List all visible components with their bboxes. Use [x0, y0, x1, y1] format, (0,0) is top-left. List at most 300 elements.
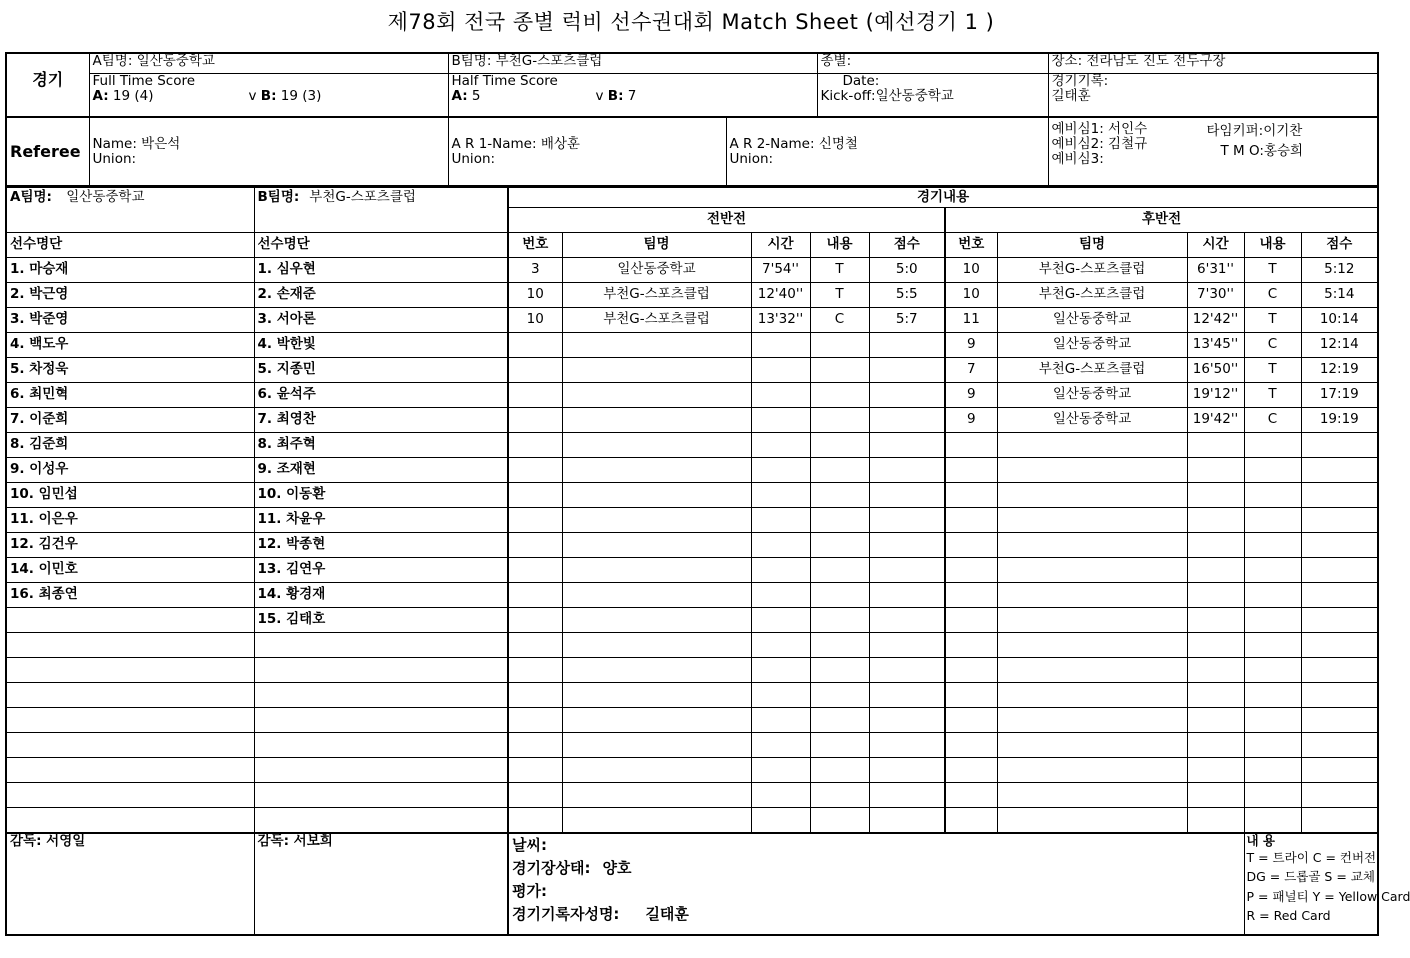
- first-half-cell: [869, 632, 945, 657]
- first-half-cell: [869, 557, 945, 582]
- table-row: [6, 582, 1378, 607]
- second-half-cell: [997, 532, 1187, 557]
- ft-v: v: [248, 87, 257, 104]
- first-half-header: 전반전: [508, 207, 945, 232]
- second-half-cell: 7: [945, 357, 997, 382]
- second-half-cell: [945, 657, 997, 682]
- second-half-cell: [1244, 507, 1301, 532]
- match-label: 경기: [6, 53, 89, 116]
- second-half-cell: [1301, 582, 1378, 607]
- legend-item: T = 트라이 C = 컨버전: [1246, 849, 1377, 865]
- first-half-col-header: 내용: [810, 232, 869, 257]
- writer-label: 경기기록자성명:: [512, 904, 620, 923]
- first-half-cell: [810, 357, 869, 382]
- first-half-cell: [869, 357, 945, 382]
- second-half-cell: [1187, 657, 1244, 682]
- first-half-cell: [751, 332, 810, 357]
- ar1: [448, 118, 726, 186]
- second-half-cell: 10:14: [1301, 307, 1378, 332]
- first-half-cell: [810, 582, 869, 607]
- a-player: [6, 732, 254, 757]
- writer: [512, 903, 1241, 926]
- second-half-cell: [997, 682, 1187, 707]
- ht-a-value: 5: [471, 87, 481, 104]
- first-half-cell: 부천G-스포츠클럽: [562, 282, 751, 307]
- second-half-cell: [945, 507, 997, 532]
- second-half-cell: [1187, 732, 1244, 757]
- first-half-cell: [751, 357, 810, 382]
- a-player: 2. 박근영: [6, 282, 254, 307]
- first-half-cell: [810, 407, 869, 432]
- a-player: [6, 757, 254, 782]
- first-half-cell: [508, 332, 562, 357]
- first-half-cell: [810, 507, 869, 532]
- second-half-cell: [997, 432, 1187, 457]
- first-half-cell: [810, 482, 869, 507]
- first-half-cell: [869, 657, 945, 682]
- first-half-cell: [751, 732, 810, 757]
- first-half-cell: [751, 407, 810, 432]
- referee-union: Union:: [92, 150, 137, 167]
- second-half-cell: 10: [945, 257, 997, 282]
- second-half-cell: [1244, 457, 1301, 482]
- first-half-cell: 12'40'': [751, 282, 810, 307]
- second-half-cell: 일산동중학교: [997, 307, 1187, 332]
- ft-a-label: A:: [92, 87, 109, 104]
- first-half-cell: [869, 532, 945, 557]
- first-half-cell: [562, 782, 751, 807]
- first-half-cell: [508, 707, 562, 732]
- first-half-cell: [508, 382, 562, 407]
- a-team-label: A팀명:: [10, 189, 52, 205]
- table-row: [6, 307, 1378, 332]
- first-half-cell: [508, 582, 562, 607]
- ar2-name: A R 2-Name: 신명철: [729, 135, 858, 152]
- b-player: [254, 757, 508, 782]
- first-half-cell: [869, 482, 945, 507]
- half-time-label: Half Time Score: [451, 72, 558, 89]
- first-half-cell: [508, 557, 562, 582]
- a-player: 3. 박준영: [6, 307, 254, 332]
- first-half-cell: [810, 607, 869, 632]
- table-row: [6, 382, 1378, 407]
- second-half-cell: [945, 707, 997, 732]
- second-half-cell: [1244, 557, 1301, 582]
- second-half-cell: 12:14: [1301, 332, 1378, 357]
- second-half-cell: 일산동중학교: [997, 382, 1187, 407]
- first-half-cell: [810, 707, 869, 732]
- table-row: [6, 407, 1378, 432]
- second-half-cell: [1244, 532, 1301, 557]
- first-half-cell: [751, 432, 810, 457]
- second-half-cell: [1187, 557, 1244, 582]
- table-row: [6, 707, 1378, 732]
- first-half-cell: [751, 582, 810, 607]
- field-condition: [512, 857, 1241, 880]
- second-half-cell: T: [1244, 357, 1301, 382]
- first-half-cell: [869, 382, 945, 407]
- first-half-cell: [810, 732, 869, 757]
- venue: 장소: 전라남도 진도 전두구장: [1048, 53, 1378, 73]
- table-row: [6, 732, 1378, 757]
- table-row: [6, 507, 1378, 532]
- first-half-cell: [869, 432, 945, 457]
- second-half-cell: [1244, 482, 1301, 507]
- second-half-cell: [1301, 807, 1378, 833]
- second-half-cell: 19'12'': [1187, 382, 1244, 407]
- first-half-cell: [869, 457, 945, 482]
- first-half-cell: [508, 732, 562, 757]
- ar2: [726, 118, 1048, 186]
- a-player: [6, 632, 254, 657]
- legend: [1244, 832, 1410, 935]
- a-player: 4. 백도우: [6, 332, 254, 357]
- coach-a-text: 감독: 서영일: [10, 832, 86, 849]
- first-half-cell: [508, 657, 562, 682]
- match-content-table: [5, 186, 1410, 936]
- table-row: [6, 807, 1378, 833]
- first-half-cell: [508, 432, 562, 457]
- first-half-cell: [562, 807, 751, 833]
- second-half-cell: C: [1244, 407, 1301, 432]
- first-half-cell: [869, 732, 945, 757]
- first-half-cell: 3: [508, 257, 562, 282]
- first-half-cell: [810, 557, 869, 582]
- second-half-col-header: 내용: [1244, 232, 1301, 257]
- a-player: 1. 마승재: [6, 257, 254, 282]
- second-half-cell: [997, 732, 1187, 757]
- first-half-cell: [508, 357, 562, 382]
- writer-value: 길태훈: [645, 904, 689, 923]
- b-team-label: B팀명:: [257, 189, 300, 205]
- second-half-cell: [945, 757, 997, 782]
- a-player: 9. 이성우: [6, 457, 254, 482]
- second-half-cell: [1301, 532, 1378, 557]
- first-half-cell: [508, 807, 562, 833]
- first-half-cell: [562, 407, 751, 432]
- first-half-cell: [562, 382, 751, 407]
- second-half-cell: [1301, 707, 1378, 732]
- second-half-cell: 7'30'': [1187, 282, 1244, 307]
- first-half-cell: [508, 682, 562, 707]
- page-title: 제78회 전국 종별 럭비 선수권대회 Match Sheet (예선경기 1 ): [387, 10, 995, 34]
- coach-a: [6, 833, 254, 935]
- second-half-cell: 19'42'': [1187, 407, 1244, 432]
- first-half-cell: [562, 632, 751, 657]
- second-half-cell: [1301, 557, 1378, 582]
- first-half-col-header: 점수: [869, 232, 945, 257]
- second-half-cell: [1301, 457, 1378, 482]
- second-half-cell: [945, 457, 997, 482]
- second-half-col-header: 시간: [1187, 232, 1244, 257]
- first-half-cell: [810, 782, 869, 807]
- b-player: 14. 황경재: [254, 582, 508, 607]
- second-half-cell: 10: [945, 282, 997, 307]
- second-half-cell: [997, 657, 1187, 682]
- second-half-cell: [1244, 807, 1301, 833]
- first-half-cell: [562, 482, 751, 507]
- recorder: [1048, 73, 1378, 116]
- b-player: [254, 782, 508, 807]
- second-half-cell: [945, 682, 997, 707]
- second-half-cell: [945, 607, 997, 632]
- a-roster-header: 선수명단: [6, 232, 254, 257]
- table-row: [6, 532, 1378, 557]
- referee-table: [5, 117, 1379, 186]
- second-half-cell: [1301, 507, 1378, 532]
- first-half-cell: [810, 657, 869, 682]
- table-row: [6, 557, 1378, 582]
- a-player: [6, 682, 254, 707]
- table-row: [6, 782, 1378, 807]
- first-half-col-header: 번호: [508, 232, 562, 257]
- ft-b-label: B:: [260, 87, 277, 104]
- first-half-cell: [562, 457, 751, 482]
- team-b-name: B팀명: 부천G-스포츠클럽: [448, 53, 817, 73]
- second-half-cell: 6'31'': [1187, 257, 1244, 282]
- second-half-cell: 부천G-스포츠클럽: [997, 257, 1187, 282]
- a-player: 14. 이민호: [6, 557, 254, 582]
- b-player: 9. 조재현: [254, 457, 508, 482]
- a-player: 12. 김건우: [6, 532, 254, 557]
- b-roster-header: 선수명단: [254, 232, 508, 257]
- first-half-cell: [562, 757, 751, 782]
- b-player: [254, 657, 508, 682]
- ht-a-label: A:: [451, 87, 468, 104]
- first-half-cell: [562, 657, 751, 682]
- first-half-cell: [562, 707, 751, 732]
- a-player: 11. 이은우: [6, 507, 254, 532]
- a-player: [6, 657, 254, 682]
- second-half-cell: [945, 782, 997, 807]
- second-half-cell: [1244, 432, 1301, 457]
- b-player: 12. 박종현: [254, 532, 508, 557]
- first-half-cell: [810, 807, 869, 833]
- first-half-cell: [508, 482, 562, 507]
- second-half-cell: 5:12: [1301, 257, 1378, 282]
- full-time-score: [89, 73, 448, 116]
- second-half-cell: [1301, 757, 1378, 782]
- first-half-col-header: 시간: [751, 232, 810, 257]
- half-time-score: [448, 73, 817, 116]
- table-row: [6, 257, 1378, 282]
- first-half-cell: [562, 682, 751, 707]
- second-half-cell: [997, 457, 1187, 482]
- b-team-name: 부천G-스포츠클럽: [309, 189, 416, 205]
- referee-name: [89, 118, 448, 186]
- ar1-name: A R 1-Name: 배상훈: [451, 135, 580, 152]
- table-row: [6, 682, 1378, 707]
- first-half-cell: [508, 782, 562, 807]
- first-half-cell: 10: [508, 307, 562, 332]
- second-half-cell: [997, 582, 1187, 607]
- first-half-cell: [869, 407, 945, 432]
- b-player: 1. 심우현: [254, 257, 508, 282]
- first-half-cell: [508, 507, 562, 532]
- second-half-cell: [1187, 607, 1244, 632]
- b-player: 15. 김태호: [254, 607, 508, 632]
- second-half-cell: [945, 482, 997, 507]
- second-half-cell: [997, 707, 1187, 732]
- a-player: [6, 807, 254, 833]
- second-half-cell: [997, 807, 1187, 833]
- second-half-cell: 일산동중학교: [997, 332, 1187, 357]
- first-half-cell: [869, 782, 945, 807]
- field-label: 경기장상태:: [512, 858, 591, 877]
- a-player: 8. 김준희: [6, 432, 254, 457]
- ht-v: v: [595, 87, 604, 104]
- second-half-cell: [1187, 707, 1244, 732]
- a-player: 10. 임민섭: [6, 482, 254, 507]
- second-half-cell: [1301, 607, 1378, 632]
- second-half-cell: [945, 632, 997, 657]
- date: Date:: [842, 72, 880, 89]
- first-half-cell: [562, 607, 751, 632]
- first-half-cell: [562, 507, 751, 532]
- first-half-cell: [562, 582, 751, 607]
- second-half-cell: [997, 632, 1187, 657]
- first-half-cell: [869, 757, 945, 782]
- table-row: [6, 607, 1378, 632]
- second-half-cell: [1187, 432, 1244, 457]
- first-half-cell: [751, 482, 810, 507]
- first-half-cell: [562, 532, 751, 557]
- second-half-cell: [1301, 432, 1378, 457]
- first-half-cell: [751, 532, 810, 557]
- recorder-name: 길태훈: [1051, 87, 1091, 104]
- first-half-cell: [508, 532, 562, 557]
- first-half-cell: [751, 457, 810, 482]
- second-half-cell: [1187, 782, 1244, 807]
- first-half-cell: [508, 757, 562, 782]
- second-half-cell: [1301, 632, 1378, 657]
- second-half-col-header: 번호: [945, 232, 997, 257]
- second-half-cell: 12'42'': [1187, 307, 1244, 332]
- content-header: 경기내용: [508, 187, 1378, 207]
- match-info-table: [5, 52, 1379, 117]
- b-player: 3. 서아론: [254, 307, 508, 332]
- first-half-cell: [562, 557, 751, 582]
- b-player: 5. 지종민: [254, 357, 508, 382]
- second-half-cell: [1301, 657, 1378, 682]
- table-row: [6, 282, 1378, 307]
- second-half-cell: [945, 582, 997, 607]
- second-half-cell: [997, 782, 1187, 807]
- first-half-cell: T: [810, 282, 869, 307]
- first-half-cell: [869, 332, 945, 357]
- a-player: [6, 707, 254, 732]
- first-half-cell: [810, 457, 869, 482]
- legend-item: P = 패널티 Y = Yellow Card: [1246, 888, 1410, 904]
- b-player: 4. 박한빛: [254, 332, 508, 357]
- first-half-cell: [869, 807, 945, 833]
- ar1-union: Union:: [451, 150, 496, 167]
- second-half-cell: C: [1244, 282, 1301, 307]
- second-half-cell: 12:19: [1301, 357, 1378, 382]
- second-half-cell: [945, 532, 997, 557]
- second-half-cell: [1187, 682, 1244, 707]
- second-half-cell: [945, 432, 997, 457]
- match-notes: [508, 833, 1244, 935]
- first-half-cell: 일산동중학교: [562, 257, 751, 282]
- first-half-cell: [508, 407, 562, 432]
- first-half-cell: [810, 632, 869, 657]
- second-half-cell: 17:19: [1301, 382, 1378, 407]
- second-half-header: 후반전: [945, 207, 1378, 232]
- second-half-cell: [1301, 482, 1378, 507]
- first-half-cell: 부천G-스포츠클럽: [562, 307, 751, 332]
- first-half-cell: [869, 507, 945, 532]
- second-half-cell: [1244, 682, 1301, 707]
- date-kickoff: [817, 73, 1048, 116]
- a-player: 16. 최종연: [6, 582, 254, 607]
- table-row: [6, 432, 1378, 457]
- second-half-cell: 13'45'': [1187, 332, 1244, 357]
- legend-title: 내 용: [1246, 832, 1276, 848]
- first-half-cell: [751, 807, 810, 833]
- first-half-cell: [869, 582, 945, 607]
- second-half-cell: 5:14: [1301, 282, 1378, 307]
- second-half-cell: T: [1244, 257, 1301, 282]
- weather: 날씨:: [512, 835, 547, 854]
- ft-b-value: 19 (3): [280, 87, 322, 104]
- table-row: [6, 357, 1378, 382]
- second-half-cell: [1301, 732, 1378, 757]
- second-half-cell: [1187, 807, 1244, 833]
- second-half-cell: [1244, 607, 1301, 632]
- second-half-cell: [1244, 782, 1301, 807]
- second-half-cell: [997, 507, 1187, 532]
- b-player: 11. 차윤우: [254, 507, 508, 532]
- first-half-cell: 5:0: [869, 257, 945, 282]
- referee-name-text: Name: 박은석: [92, 135, 181, 152]
- first-half-cell: 10: [508, 282, 562, 307]
- first-half-cell: [562, 332, 751, 357]
- table-row: [6, 632, 1378, 657]
- first-half-cell: [751, 707, 810, 732]
- first-half-cell: [751, 682, 810, 707]
- second-half-cell: T: [1244, 307, 1301, 332]
- b-player: [254, 732, 508, 757]
- second-half-col-header: 점수: [1301, 232, 1378, 257]
- first-half-cell: [751, 382, 810, 407]
- ht-b-value: 7: [627, 87, 637, 104]
- first-half-cell: 7'54'': [751, 257, 810, 282]
- second-half-cell: [945, 732, 997, 757]
- second-half-cell: 부천G-스포츠클럽: [997, 282, 1187, 307]
- first-half-cell: [562, 732, 751, 757]
- field-value: 양호: [602, 858, 632, 877]
- second-half-cell: [1244, 707, 1301, 732]
- second-half-cell: 부천G-스포츠클럽: [997, 357, 1187, 382]
- first-half-col-header: 팀명: [562, 232, 751, 257]
- timekeeper: 타임키퍼:이기찬: [1206, 123, 1303, 139]
- ft-a-value: 19 (4): [112, 87, 154, 104]
- tmo: T M O:홍승희: [1220, 143, 1304, 159]
- legend-item: DG = 드롭골 S = 교체: [1246, 869, 1375, 884]
- b-player: [254, 807, 508, 833]
- kickoff: Kick-off:일산동중학교: [820, 87, 954, 104]
- a-player: 7. 이준희: [6, 407, 254, 432]
- first-half-cell: [869, 682, 945, 707]
- recorder-label: 경기기록:: [1051, 72, 1109, 89]
- second-half-cell: [1187, 532, 1244, 557]
- full-time-label: Full Time Score: [92, 72, 196, 89]
- reserve1: 예비심1: 서인수: [1051, 121, 1148, 137]
- first-half-cell: [869, 707, 945, 732]
- first-half-cell: [751, 557, 810, 582]
- second-half-cell: 19:19: [1301, 407, 1378, 432]
